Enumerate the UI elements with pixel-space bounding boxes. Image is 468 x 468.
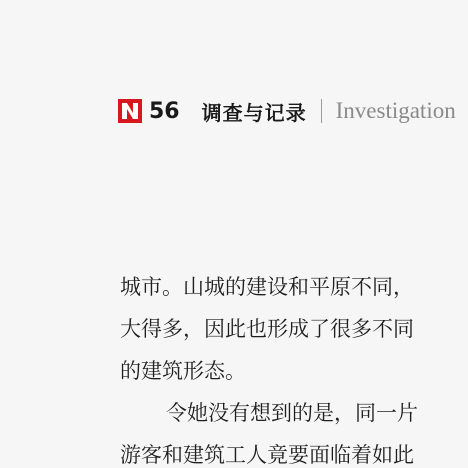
page-header <box>118 97 456 125</box>
header-divider <box>321 99 322 123</box>
section-english-title: Investigation <box>335 98 456 123</box>
body-line-5: 游客和建筑工人竟要面临着如此 <box>120 443 414 467</box>
body-line-1: 城市。山城的建设和平原不同， <box>120 275 414 299</box>
body-line-4: 令她没有想到的是，同一片 <box>166 401 418 425</box>
body-line-3: 的建筑形态。 <box>120 359 246 383</box>
body-line-2: 大得多，因此也形成了很多不同 <box>120 317 414 341</box>
section-title: 调查与记录 <box>201 100 307 125</box>
article-body <box>120 266 468 468</box>
magazine-logo-icon <box>118 99 142 123</box>
page-number: 56 <box>149 98 180 124</box>
